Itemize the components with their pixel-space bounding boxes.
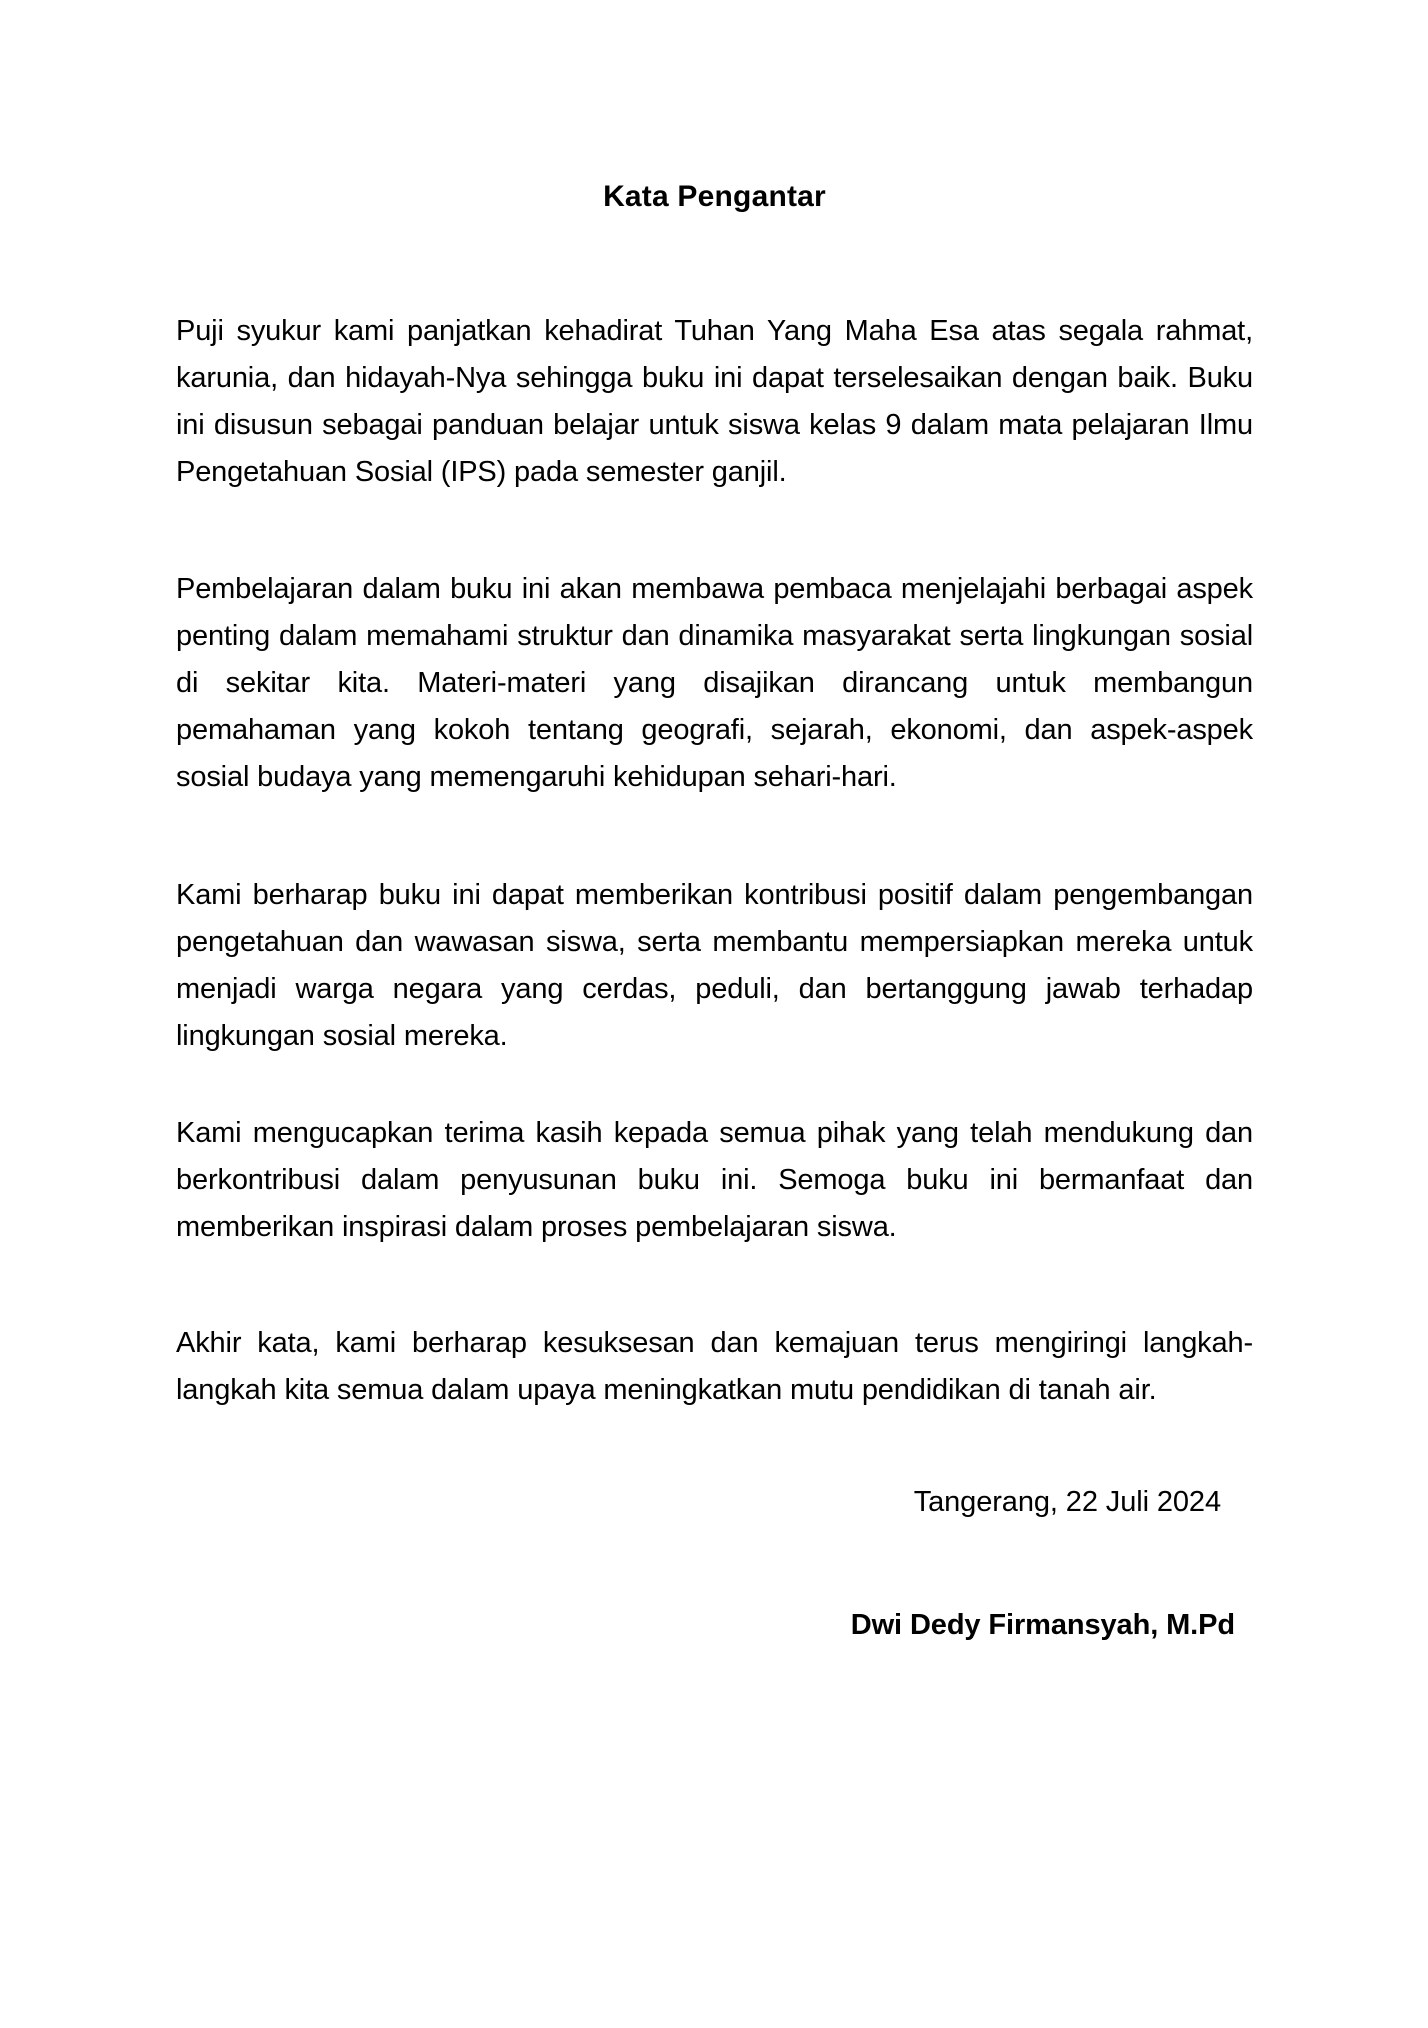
- paragraph-5: Akhir kata, kami berharap kesuksesan dan kemajuan terus mengiringi langkah-langkah kita semua dalam upaya meningkatkan mutu pendidikan di tanah air.: [176, 1327, 1253, 1406]
- signature-name: Dwi Dedy Firmansyah, M.Pd: [850, 1609, 1235, 1641]
- closing-place-date: Tangerang, 22 Juli 2024: [913, 1486, 1221, 1518]
- paragraph-2: Pembelajaran dalam buku ini akan membawa pembaca menjelajahi berbagai aspek penting dalam memahami struktur dan dinamika masyarakat serta lingkungan sosial di sekitar kita. Materi-materi yang disajikan dirancang untuk membangun pemahaman yang kokoh tentang geografi, sejarah, ekonomi, dan aspek-aspek sosial budaya yang memengaruhi kehidupan sehari-hari.: [176, 573, 1253, 793]
- paragraph-3: Kami berharap buku ini dapat memberikan kontribusi positif dalam pengembangan pengetahuan dan wawasan siswa, serta membantu mempersiapkan mereka untuk menjadi warga negara yang cerdas, peduli, dan bertanggung jawab terhadap lingkungan sosial mereka.: [176, 879, 1253, 1052]
- paragraph-4: Kami mengucapkan terima kasih kepada semua pihak yang telah mendukung dan berkontribusi dalam penyusunan buku ini. Semoga buku ini bermanfaat dan memberikan inspirasi dalam proses pembelajaran siswa.: [176, 1117, 1253, 1243]
- page-title: Kata Pengantar: [603, 180, 826, 213]
- paragraph-1: Puji syukur kami panjatkan kehadirat Tuhan Yang Maha Esa atas segala rahmat, karunia, dan hidayah-Nya sehingga buku ini dapat terselesaikan dengan baik. Buku ini disusun sebagai panduan belajar untuk siswa kelas 9 dalam mata pelajaran Ilmu Pengetahuan Sosial (IPS) pada semester ganjil.: [176, 315, 1253, 488]
